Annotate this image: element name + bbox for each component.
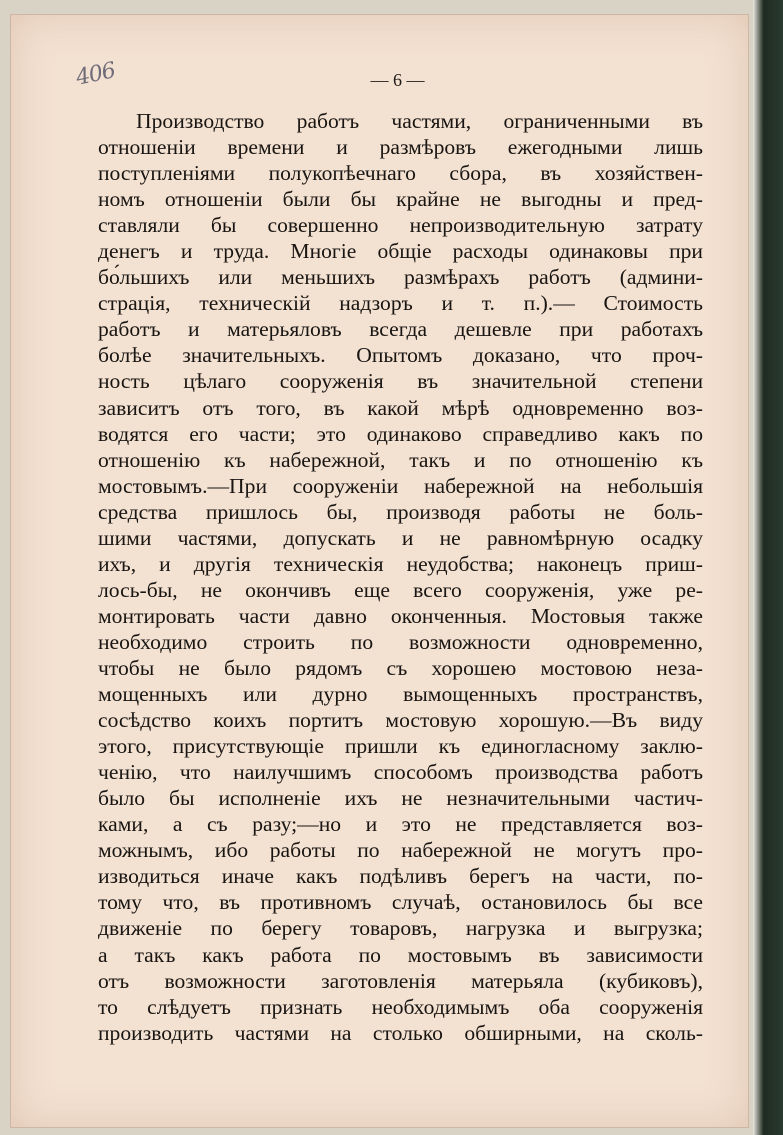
text-line: монтировать части давно оконченныя. Мостовыя также <box>98 603 703 628</box>
book-binding-edge <box>753 0 783 1135</box>
text-line: то слѣдуетъ признать необходимымъ оба сооруженія <box>98 994 703 1019</box>
text-line: мощенныхъ или дурно вымощенныхъ пространствъ, <box>98 682 703 707</box>
text-line: движеніе по берегу товаровъ, нагрузка и выгрузка; <box>98 916 703 941</box>
text-line: мостовымъ.—При сооруженіи набережной на небольшія <box>98 473 703 498</box>
text-line: ками, а съ разу;—но и это не представляется воз- <box>98 812 703 837</box>
pencil-annotation: 406 <box>73 58 118 91</box>
text-line: отношенію къ набережной, такъ и по отношенію къ <box>98 447 703 472</box>
text-line: отъ возможности заготовленія матерьяла (кубиковъ), <box>98 968 703 993</box>
text-line: отношеніи времени и размѣровъ ежегодными лишь <box>98 135 703 160</box>
text-line: ность цѣлаго сооруженія въ значительной степени <box>98 369 703 394</box>
text-line: чтобы не было рядомъ съ хорошею мостовою неза- <box>98 655 703 680</box>
text-line: ставляли бы совершенно непроизводительную затрату <box>98 213 703 238</box>
text-line: болѣе значительныхъ. Опытомъ доказано, что проч- <box>98 343 703 368</box>
text-line: необходимо строить по возможности одновременно, <box>98 629 703 654</box>
text-line: лось-бы, не окончивъ еще всего сооруженія, уже ре- <box>98 577 703 602</box>
text-line: бо́льшихъ или меньшихъ размѣрахъ работъ (админи- <box>98 265 703 290</box>
text-line: поступленіями полукопѣечнаго сбора, въ хозяйствен- <box>98 161 703 186</box>
text-line: тому что, въ противномъ случаѣ, остановилось бы все <box>98 890 703 915</box>
text-line: было бы исполненіе ихъ не незначительными частич- <box>98 786 703 811</box>
text-line: можнымъ, ибо работы по набережной не могутъ про- <box>98 838 703 863</box>
text-line: работъ и матерьяловъ всегда дешевле при работахъ <box>98 317 703 342</box>
text-line: изводиться иначе какъ подѣливъ берегъ на части, по- <box>98 864 703 889</box>
body-text <box>98 108 703 1046</box>
text-line: номъ отношеніи были бы крайне не выгодны и пред- <box>98 187 703 212</box>
text-line: ихъ, и другія техническія неудобства; наконецъ приш- <box>98 551 703 576</box>
text-line: средства пришлось бы, производя работы не боль- <box>98 499 703 524</box>
text-line: а такъ какъ работа по мостовымъ въ зависимости <box>98 942 703 967</box>
text-line: Производство работъ частями, ограниченными въ <box>136 109 703 133</box>
text-line: зависитъ отъ того, въ какой мѣрѣ одновременно воз- <box>98 395 703 420</box>
text-line: страція, техническій надзоръ и т. п.).— Стоимость <box>98 291 703 316</box>
text-line: этого, присутствующіе пришли къ единогласному заклю- <box>98 734 703 759</box>
text-line: ченію, что наилучшимъ способомъ производства работъ <box>98 760 703 785</box>
text-line: денегъ и труда. Многіе общіе расходы одинаковы при <box>98 239 703 264</box>
text-line: водятся его части; это одинаково справедливо какъ по <box>98 421 703 446</box>
page-number: — 6 — <box>370 70 425 90</box>
text-line: шими частями, допускать и не равномѣрную осадку <box>98 525 703 550</box>
text-line: производить частями на столько обширными, на сколь- <box>98 1020 703 1045</box>
text-line: сосѣдство коихъ портитъ мостовую хорошую.—Въ виду <box>98 708 703 733</box>
